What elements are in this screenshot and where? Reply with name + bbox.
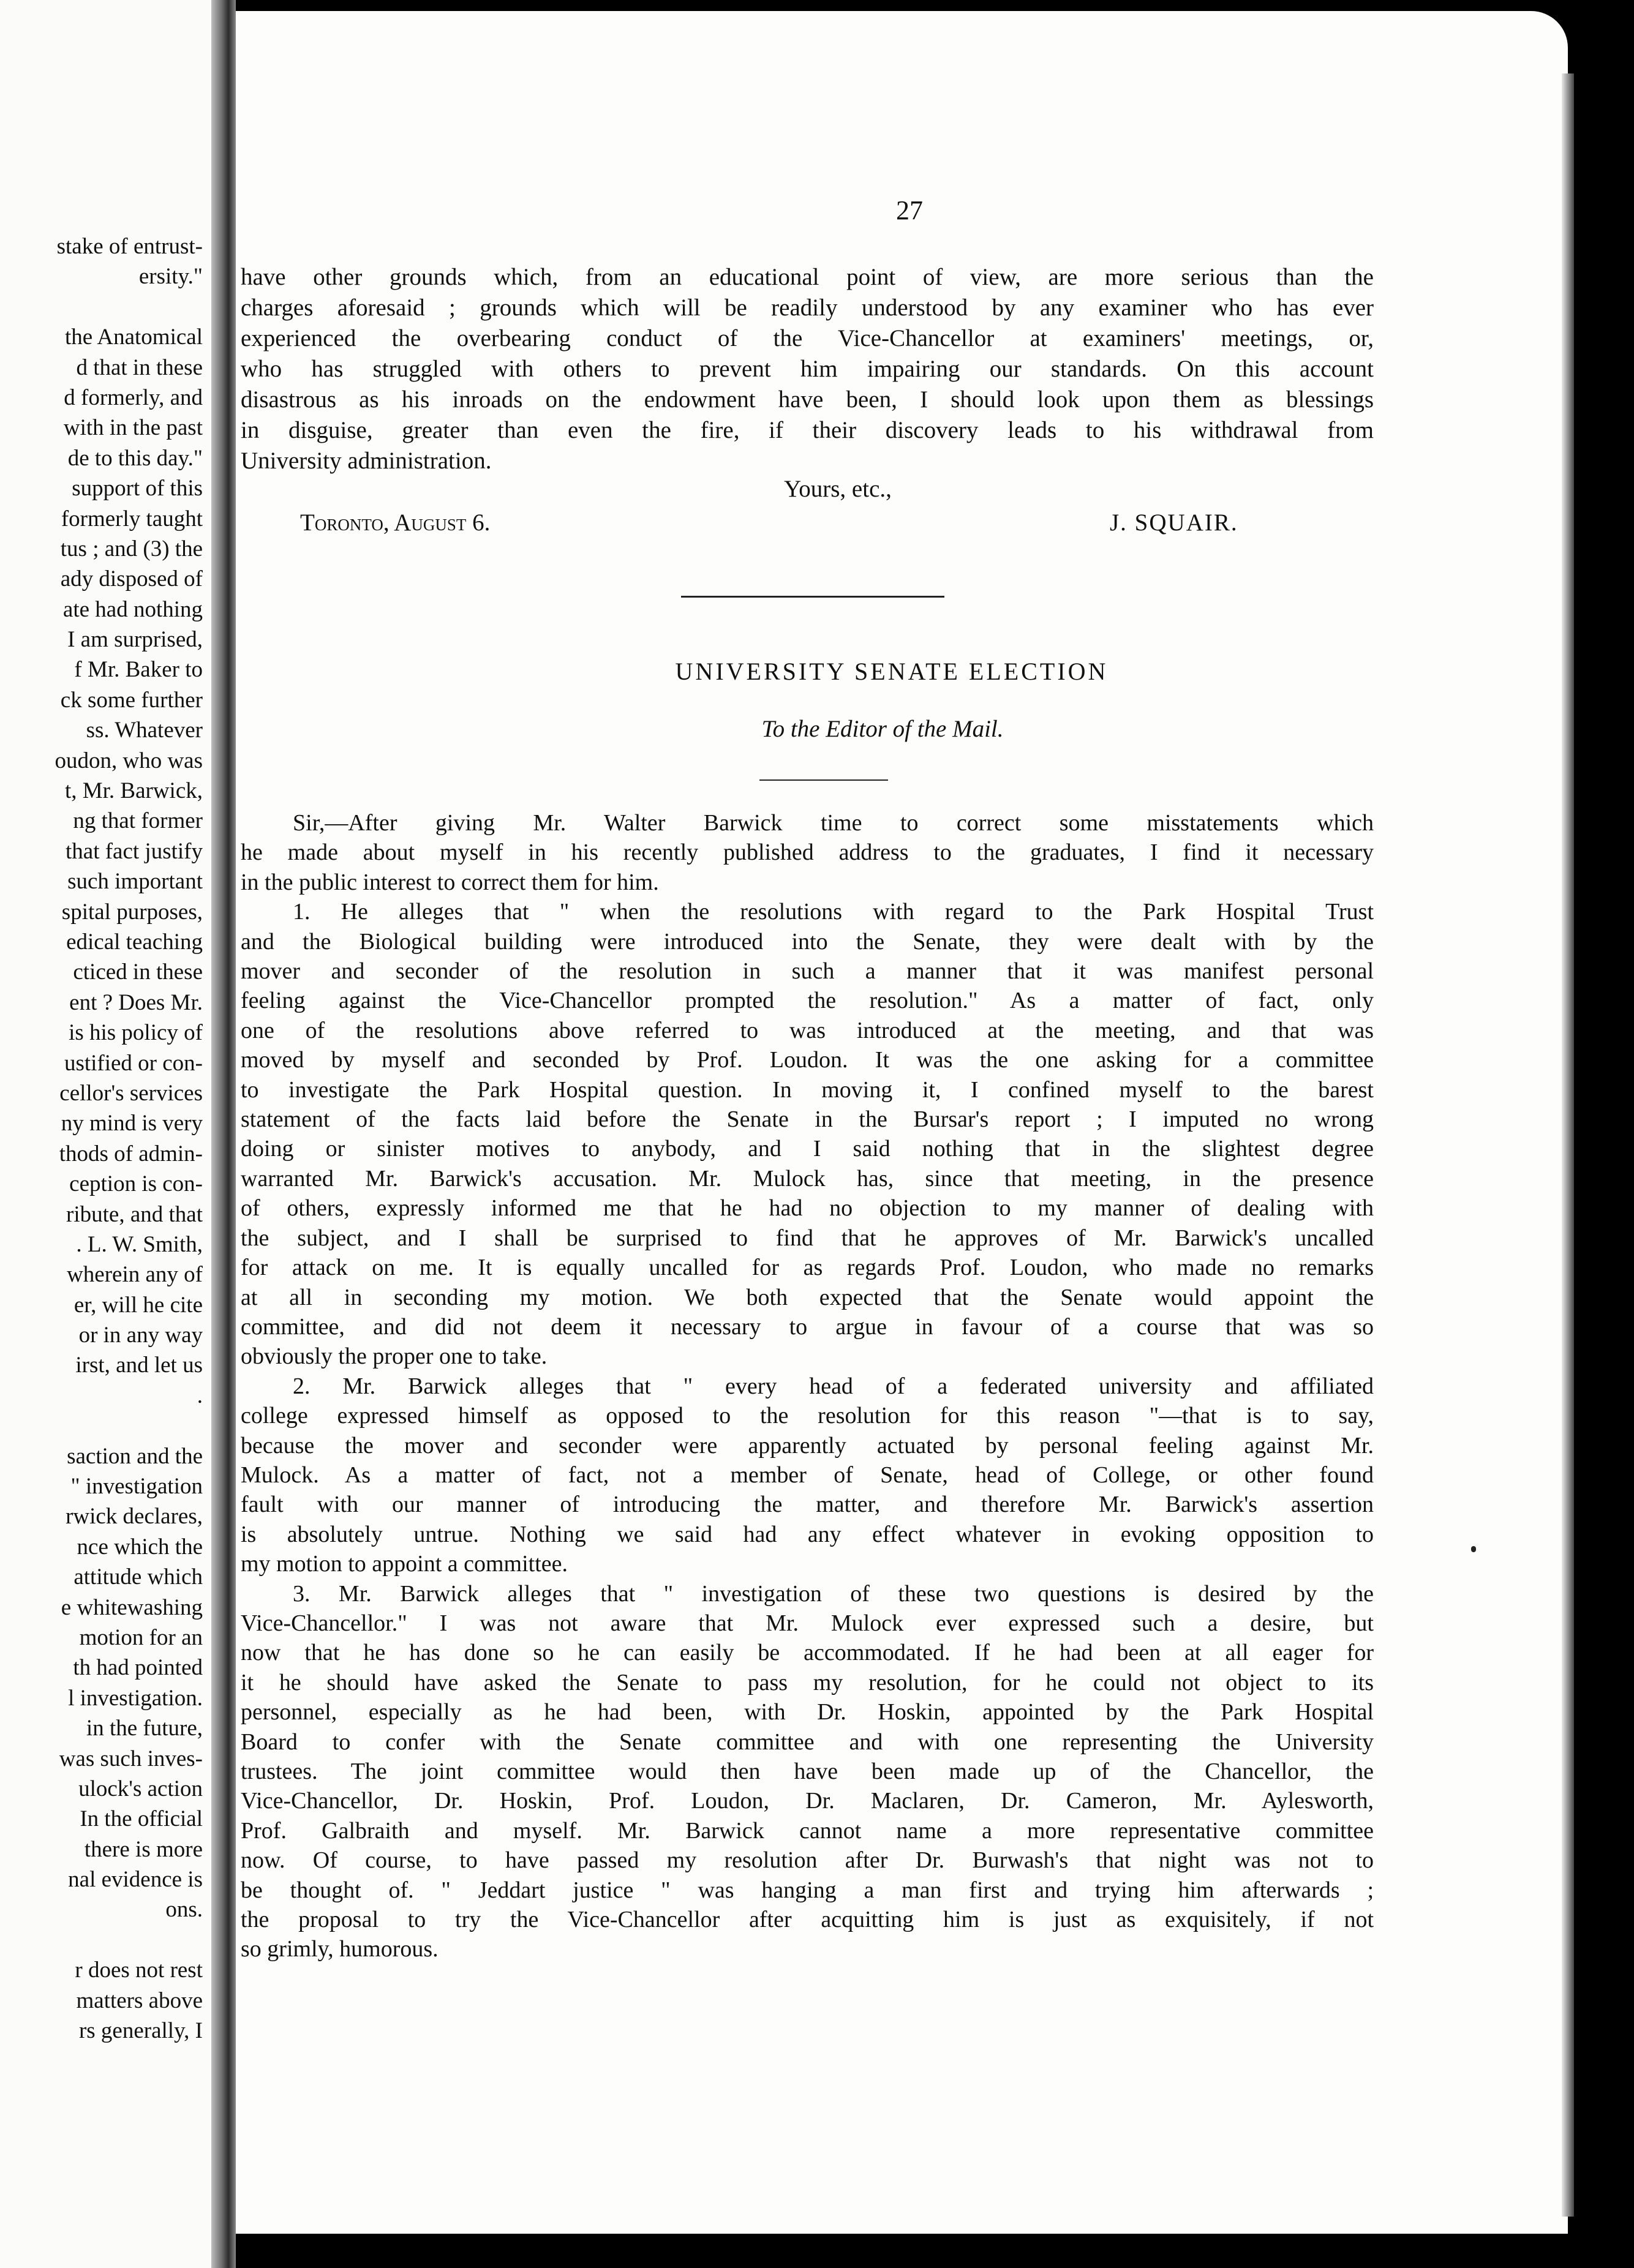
left-page-line: there is more xyxy=(84,1836,203,1862)
left-page-line: attitude which xyxy=(73,1564,203,1590)
letter-line: disastrous as his inroads on the endowment have been, I should look upon them as blessings xyxy=(241,386,1374,413)
article-line: Mulock. As a matter of fact, not a member of Senate, head of College, or other found xyxy=(241,1462,1374,1488)
article-line: of others, expressly informed me that he had no objection to my manner of dealing with xyxy=(241,1195,1374,1222)
article-line: Sir,—After giving Mr. Walter Barwick time to correct some misstatements which xyxy=(293,810,1374,836)
letter-ending-text xyxy=(241,262,1374,476)
left-page-line: f Mr. Baker to xyxy=(74,657,203,683)
article-line: Board to confer with the Senate committee and with one representing the University xyxy=(241,1729,1374,1755)
letter-line: have other grounds which, from an educational point of view, are more serious than the xyxy=(241,264,1374,290)
left-page-line xyxy=(0,292,211,322)
left-page-line: r does not rest xyxy=(75,1958,203,1983)
article-line: it he should have asked the Senate to pass my resolution, for he could not object to its xyxy=(241,1669,1374,1695)
left-page-line: irst, and let us xyxy=(75,1353,203,1378)
left-page-line: tus ; and (3) the xyxy=(60,536,203,561)
article-line: at all in seconding my motion. We both expected that the Senate would appoint the xyxy=(241,1284,1374,1310)
left-page-line: such important xyxy=(67,869,203,895)
left-page-line: support of this xyxy=(72,476,203,501)
article-line: obviously the proper one to take. xyxy=(241,1343,548,1370)
page-number: 27 xyxy=(896,195,923,225)
article-paragraph xyxy=(241,897,1374,1372)
left-page-line: rs generally, I xyxy=(78,2018,203,2044)
article-line: now. Of course, to have passed my resolution after Dr. Burwash's that night was not to xyxy=(241,1847,1374,1874)
article-line: personnel, especially as he had been, with Dr. Hoskin, appointed by the Park Hospital xyxy=(241,1699,1374,1725)
left-page-line: ons. xyxy=(165,1897,203,1923)
article-paragraph xyxy=(241,1372,1374,1579)
article-line: my motion to appoint a committee. xyxy=(241,1551,568,1577)
section-divider-rule xyxy=(681,596,944,598)
article-line: warranted Mr. Barwick's accusation. Mr. Mulock has, since that meeting, in the presence xyxy=(241,1165,1374,1192)
left-page-line: ception is con- xyxy=(69,1171,203,1197)
article-line: is absolutely untrue. Nothing we said had any effect whatever in evoking opposition to xyxy=(241,1521,1374,1547)
left-page-line: that fact justify xyxy=(66,838,203,864)
left-page-line: ustified or con- xyxy=(64,1050,203,1076)
article-line: for attack on me. It is equally uncalled for as regards Prof. Loudon, who made no remarks xyxy=(241,1255,1374,1281)
article-line: Prof. Galbraith and myself. Mr. Barwick cannot name a more representative committee xyxy=(241,1817,1374,1844)
article-line: so grimly, humorous. xyxy=(241,1936,439,1962)
left-page-line: nce which the xyxy=(77,1534,203,1560)
left-page-line: formerly taught xyxy=(61,506,203,531)
left-page-line: ss. Whatever xyxy=(86,718,203,743)
article-line: he made about myself in his recently published address to the graduates, I find it necessary xyxy=(241,839,1374,866)
place-date-line: Toronto, August 6. xyxy=(300,509,491,536)
article-line: trustees. The joint committee would then have been made up of the Chancellor, the xyxy=(241,1759,1374,1784)
article-line: college expressed himself as opposed to the resolution for this reason "—that is to say, xyxy=(241,1403,1374,1429)
article-line: doing or sinister motives to anybody, and I said nothing that in the slightest degree xyxy=(241,1136,1374,1162)
left-page-line: er, will he cite xyxy=(73,1292,203,1318)
left-page-line: nal evidence is xyxy=(68,1867,203,1893)
article-line: to investigate the Park Hospital question. In moving it, I confined myself to the barest xyxy=(241,1076,1374,1103)
left-page-line: ulock's action xyxy=(78,1776,203,1801)
left-page-line: ribute, and that xyxy=(66,1201,203,1227)
article-line: feeling against the Vice-Chancellor prompted the resolution." As a matter of fact, only xyxy=(241,988,1374,1014)
article-line: Vice-Chancellor, Dr. Hoskin, Prof. Loudon, Dr. Maclaren, Dr. Cameron, Mr. Aylesworth, xyxy=(241,1788,1374,1814)
left-page-line: d that in these xyxy=(76,355,203,380)
article-line: because the mover and seconder were apparently actuated by personal feeling against Mr. xyxy=(241,1432,1374,1459)
left-page-line: d formerly, and xyxy=(64,385,203,410)
left-page-line: l investigation. xyxy=(68,1685,203,1711)
left-page-line: ny mind is very xyxy=(61,1111,203,1136)
left-page-line: saction and the xyxy=(67,1443,203,1469)
left-page-line: cellor's services xyxy=(59,1080,203,1106)
left-page-line: thods of admin- xyxy=(59,1141,203,1166)
article-line: moved by myself and seconded by Prof. Loudon. It was the one asking for a committee xyxy=(241,1047,1374,1073)
left-page-line: I am surprised, xyxy=(67,627,203,653)
left-facing-page xyxy=(0,0,211,2268)
left-page-line xyxy=(0,1925,211,1955)
article-line: one of the resolutions above referred to was introduced at the meeting, and that was xyxy=(241,1017,1374,1043)
left-page-line: . xyxy=(197,1383,203,1408)
left-page-line: e whitewashing xyxy=(61,1594,203,1620)
letter-line: who has struggled with others to prevent him impairing our standards. On this account xyxy=(241,356,1374,382)
article-line: the proposal to try the Vice-Chancellor after acquitting him is just as exquisitely, if not xyxy=(241,1907,1374,1933)
article-paragraph xyxy=(241,1579,1374,1964)
left-page-text xyxy=(0,231,211,2046)
left-page-line: ate had nothing xyxy=(62,596,203,622)
left-page-line: motion for an xyxy=(79,1624,203,1650)
article-title: UNIVERSITY SENATE ELECTION xyxy=(675,658,1109,685)
left-page-line: oudon, who was xyxy=(55,748,203,773)
left-page-line: rwick declares, xyxy=(66,1504,203,1530)
left-page-line: de to this day." xyxy=(67,445,203,471)
article-line: 3. Mr. Barwick alleges that " investigation of these two questions is desired by the xyxy=(293,1580,1374,1607)
left-page-line: wherein any of xyxy=(67,1262,203,1288)
left-page-line: in the future, xyxy=(86,1716,203,1741)
article-line: be thought of. " Jeddart justice " was hanging a man first and trying him afterwards ; xyxy=(241,1877,1374,1903)
left-page-line: with in the past xyxy=(63,415,203,441)
article-line: statement of the facts laid before the Senate in the Bursar's report ; I imputed no wrong xyxy=(241,1106,1374,1133)
left-page-line: ng that former xyxy=(73,808,203,834)
letter-line: experienced the overbearing conduct of the Vice-Chancellor at examiners' meetings, or, xyxy=(241,325,1374,351)
left-page-line: ck some further xyxy=(60,687,203,713)
left-page-line: ent ? Does Mr. xyxy=(69,989,203,1015)
closing-salutation: Yours, etc., xyxy=(784,476,892,502)
left-page-line xyxy=(0,1411,211,1441)
left-page-line: or in any way xyxy=(78,1323,203,1348)
left-page-line: matters above xyxy=(76,1988,203,2013)
subtitle-divider-rule xyxy=(759,779,888,781)
left-page-line: In the official xyxy=(80,1806,203,1832)
left-page-line: . L. W. Smith, xyxy=(76,1231,203,1257)
signature: J. SQUAIR. xyxy=(1110,509,1238,536)
left-page-line: the Anatomical xyxy=(64,325,203,350)
main-page xyxy=(236,11,1568,2234)
left-page-line: th had pointed xyxy=(73,1655,203,1681)
letter-line: in disguise, greater than even the fire, if their discovery leads to his withdrawal from xyxy=(241,417,1374,443)
page-speck xyxy=(1471,1546,1476,1552)
left-page-line: spital purposes, xyxy=(61,899,203,925)
article-line: 1. He alleges that " when the resolutions with regard to the Park Hospital Trust xyxy=(293,899,1374,925)
article-line: 2. Mr. Barwick alleges that " every head of a federated university and affiliated xyxy=(293,1373,1374,1399)
left-page-line: t, Mr. Barwick, xyxy=(64,778,203,804)
left-page-line: ersity." xyxy=(138,264,203,290)
article-line: mover and seconder of the resolution in such a manner that it was manifest personal xyxy=(241,958,1374,985)
letter-line: University administration. xyxy=(241,448,492,474)
left-page-line: is his policy of xyxy=(69,1020,203,1046)
article-line: fault with our manner of introducing the matter, and therefore Mr. Barwick's assertion xyxy=(241,1492,1374,1518)
article-line: Vice-Chancellor." I was not aware that Mr. Mulock ever expressed such a desire, but xyxy=(241,1610,1374,1636)
article-body xyxy=(241,808,1374,1964)
book-gutter xyxy=(211,0,236,2268)
article-line: the subject, and I shall be surprised to find that he approves of Mr. Barwick's uncalled xyxy=(241,1225,1374,1251)
article-line: and the Biological building were introduced into the Senate, they were dealt with by the xyxy=(241,928,1374,955)
article-line: now that he has done so he can easily be accommodated. If he had been at all eager for xyxy=(241,1640,1374,1666)
article-line: committee, and did not deem it necessary to argue in favour of a course that was so xyxy=(241,1313,1374,1340)
left-page-line: stake of entrust- xyxy=(56,234,203,259)
letter-line: charges aforesaid ; grounds which will be readily understood by any examiner who has ever xyxy=(241,295,1374,321)
article-paragraph xyxy=(241,808,1374,897)
left-page-line: edical teaching xyxy=(66,929,203,955)
left-page-line: " investigation xyxy=(70,1474,203,1500)
left-page-line: cticed in these xyxy=(73,959,203,985)
article-subtitle: To the Editor of the Mail. xyxy=(761,716,1004,742)
left-page-line: was such inves- xyxy=(59,1746,203,1771)
article-line: in the public interest to correct them for him. xyxy=(241,869,659,895)
left-page-line: ady disposed of xyxy=(60,566,203,592)
page-edge-shadow xyxy=(1562,73,1574,2217)
